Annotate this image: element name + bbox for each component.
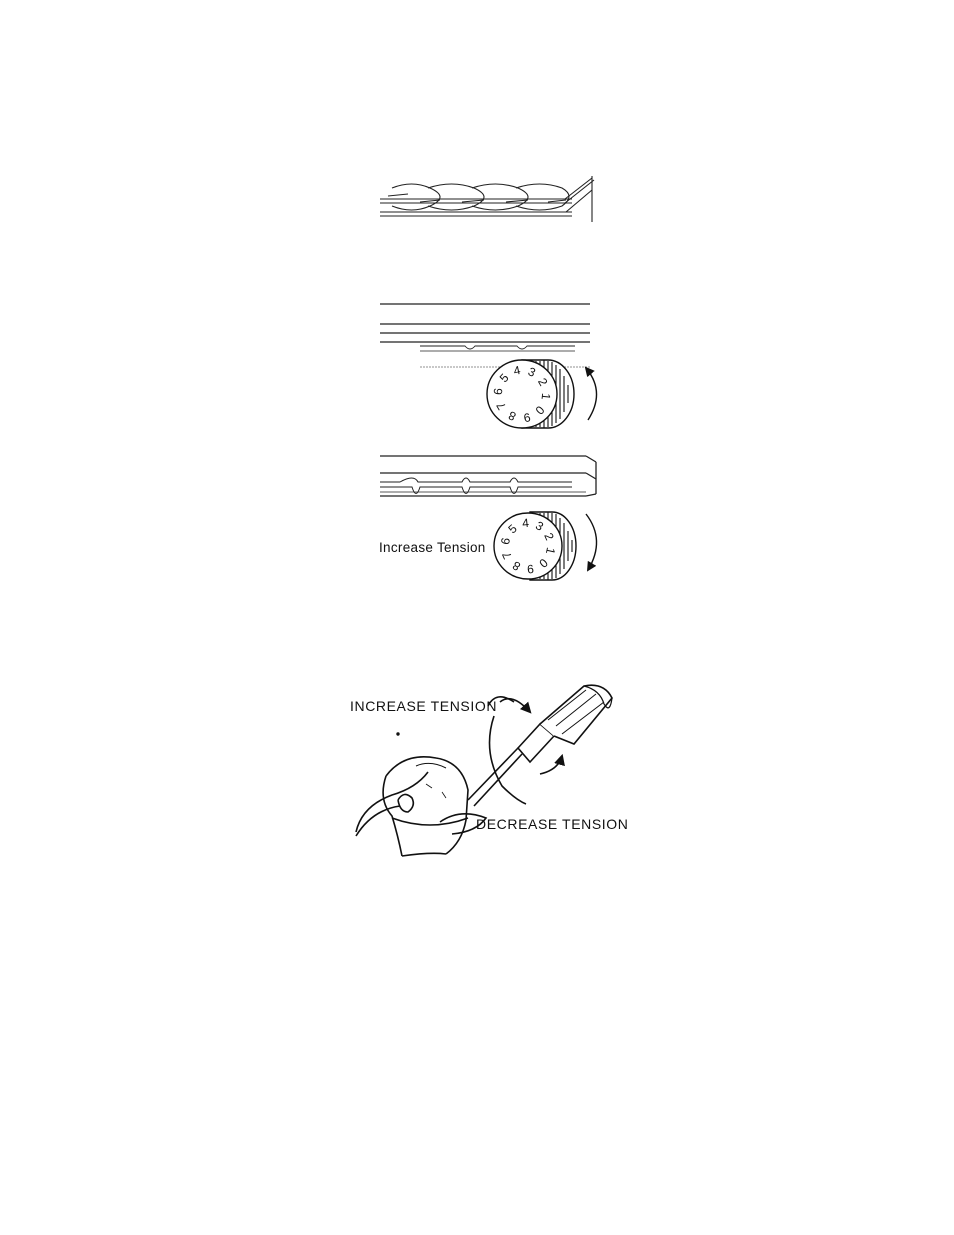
increase-tension-label: Increase Tension xyxy=(379,540,486,555)
dial-digit: 8 xyxy=(506,408,519,424)
rotate-arrow-down-figure2 xyxy=(586,514,597,570)
dial-digit: 9 xyxy=(522,409,532,426)
dial-digit: 9 xyxy=(526,561,535,577)
increase-tension-caption: INCREASE TENSION xyxy=(350,698,498,714)
tension-dial-figure2 xyxy=(494,512,576,580)
dial-digit: 2 xyxy=(541,530,557,543)
dial-digit: 6 xyxy=(490,387,506,396)
dial-digit: 1 xyxy=(542,546,559,556)
dial-digit: 0 xyxy=(532,402,548,418)
fabric-layers-figure1 xyxy=(380,304,590,367)
dial-digit: 1 xyxy=(538,392,554,401)
dial-digit: 3 xyxy=(533,518,546,534)
dial-digit: 6 xyxy=(497,536,514,546)
dial-digit: 5 xyxy=(505,521,520,537)
dial-digit: 7 xyxy=(499,549,515,562)
fabric-layers-figure2 xyxy=(380,456,596,496)
stitch-illustration-top xyxy=(380,176,594,222)
dial-digit: 2 xyxy=(535,375,551,389)
dial-digit: 4 xyxy=(512,362,522,379)
dial-digit: 4 xyxy=(521,515,530,531)
rotate-arrow-up-figure1 xyxy=(586,368,597,420)
decrease-tension-caption: DECREASE TENSION xyxy=(476,816,629,832)
bobbin-case-illustration xyxy=(356,733,486,856)
dial-digit: 8 xyxy=(510,558,523,574)
dial-digit: 0 xyxy=(536,555,551,571)
dial-digit: 3 xyxy=(525,364,538,380)
dial-digit: 7 xyxy=(493,399,509,413)
dial-digit: 5 xyxy=(496,370,512,386)
